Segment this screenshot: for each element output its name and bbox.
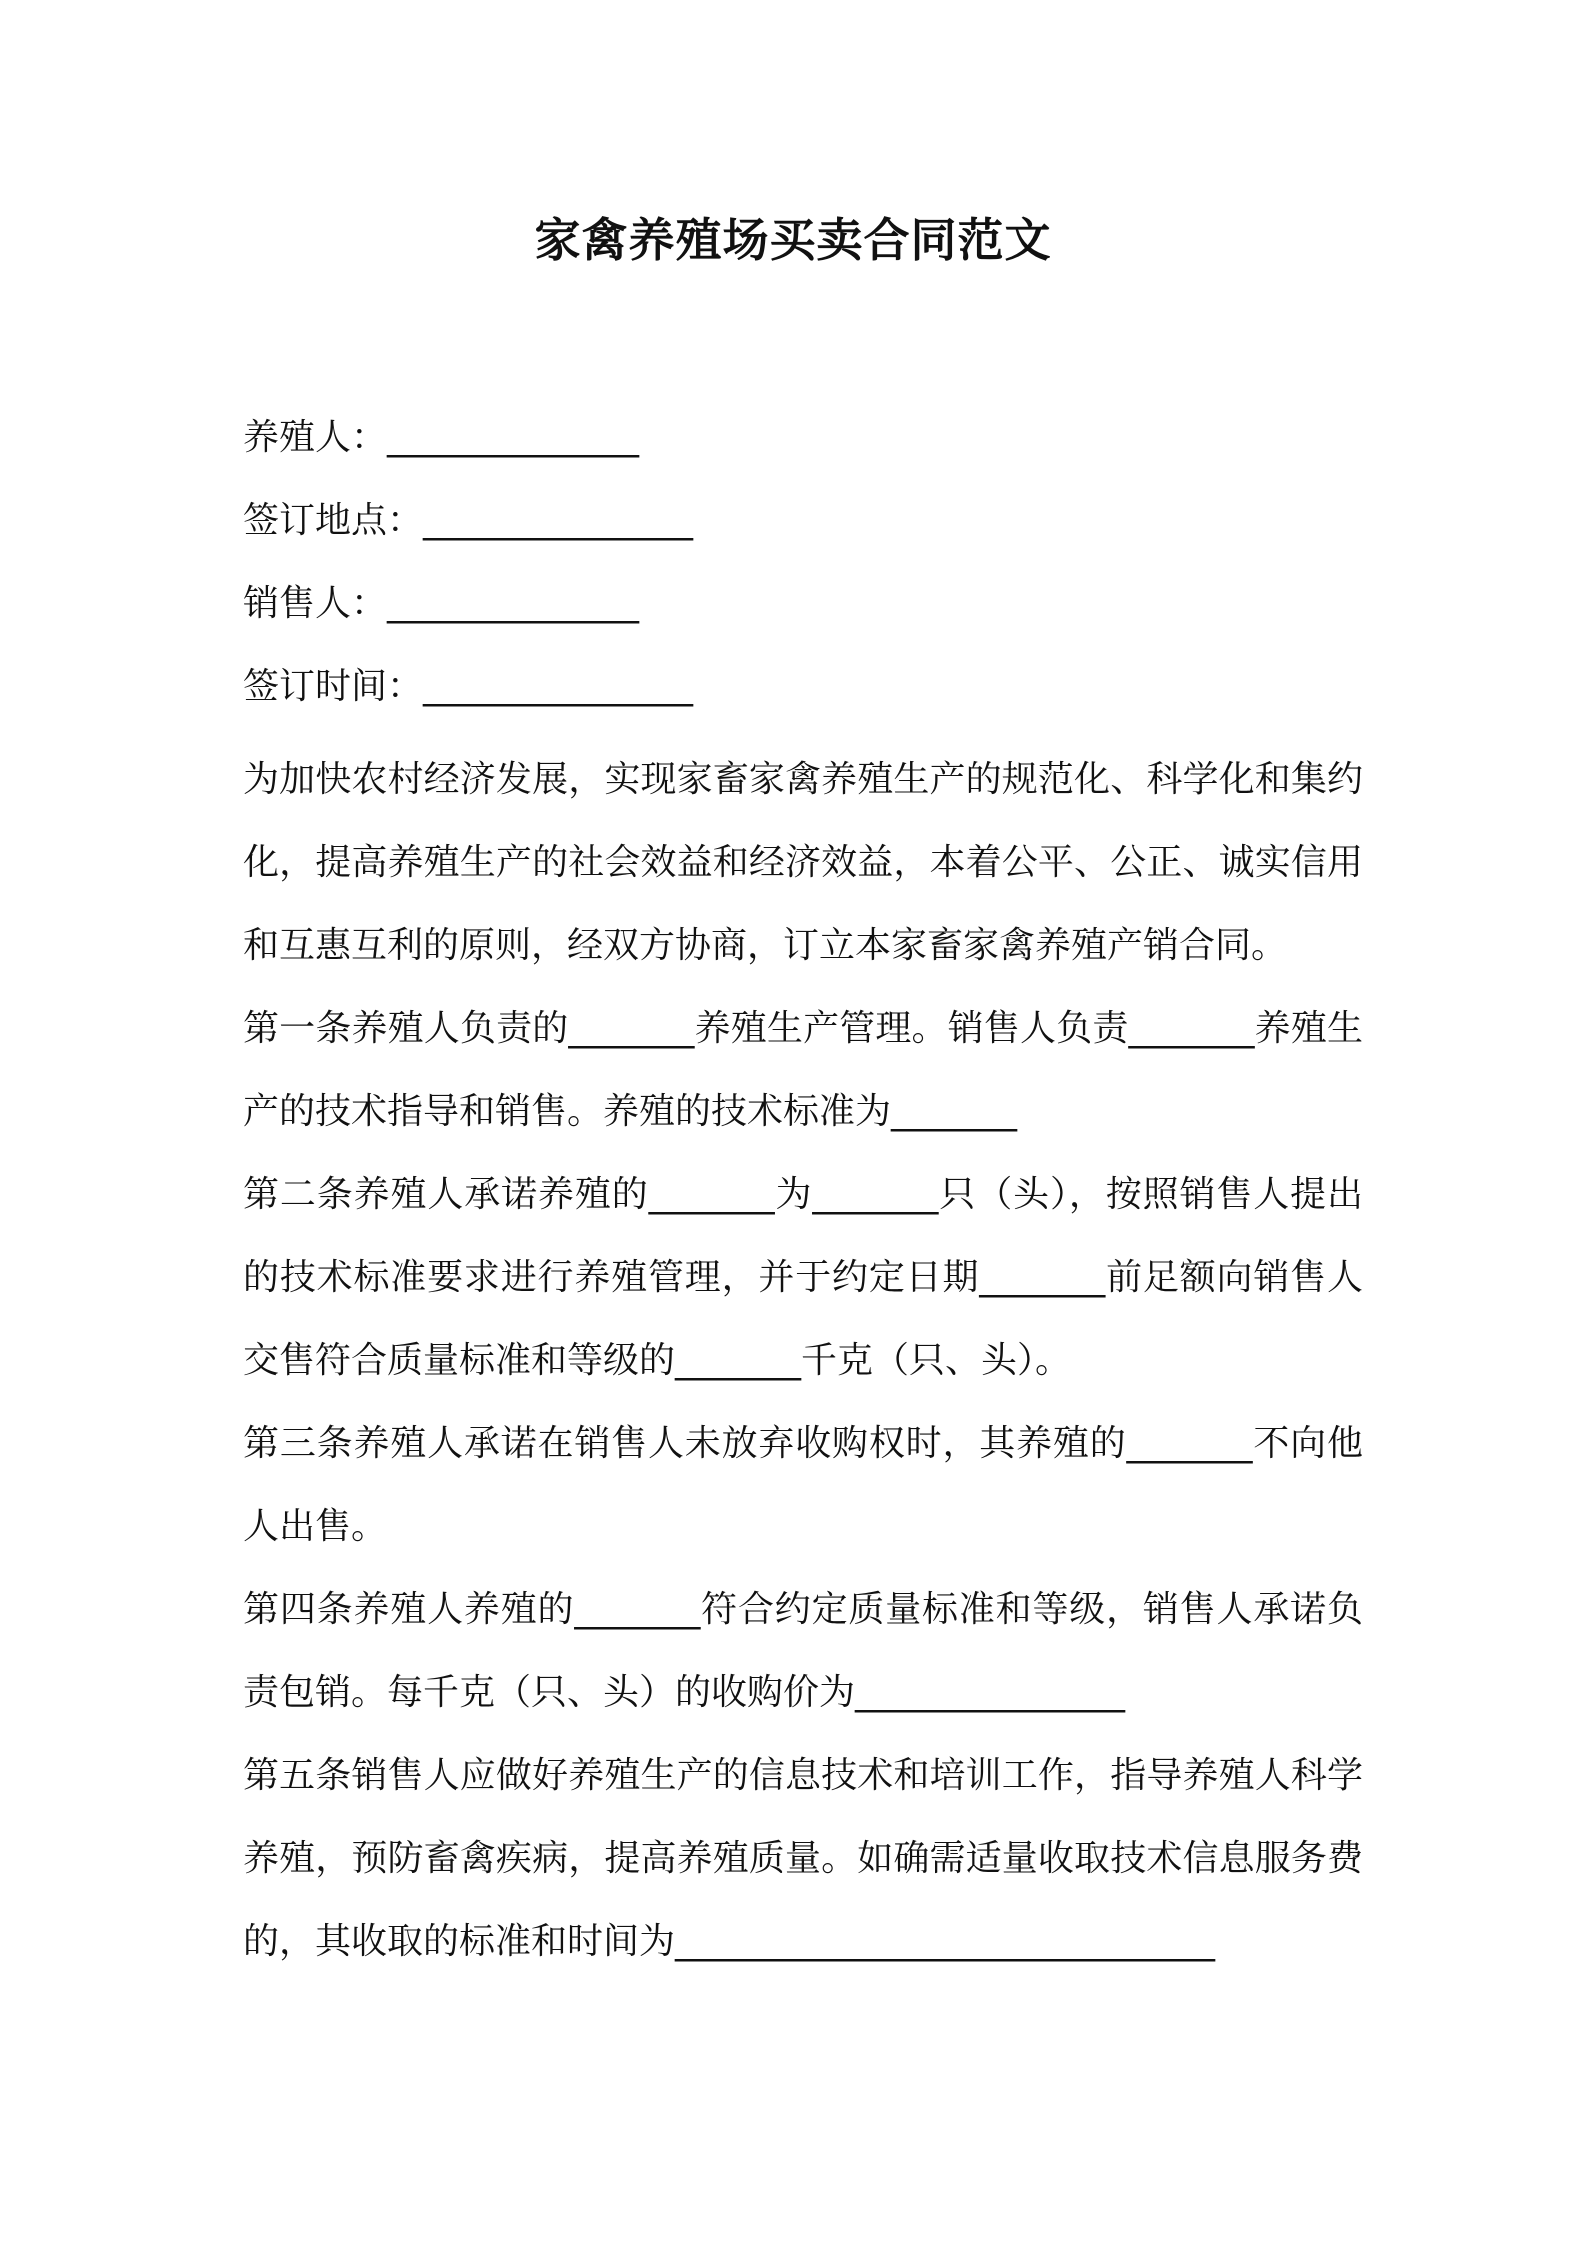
- field-signing-place: 签订地点：_______________: [243, 500, 694, 541]
- preamble-paragraph: 为加快农村经济发展，实现家畜家禽养殖生产的规范化、科学化和集约化，提高养殖生产的社会效益和经济效益，本着公平、公正、诚实信用和互惠互利的原则，经双方协商，订立本家畜家禽养殖产销合同。: [243, 759, 1363, 966]
- field-seller: 销售人：______________: [243, 583, 640, 624]
- article-2-paragraph: 第二条养殖人承诺养殖的_______为_______只（头），按照销售人提出的技术标准要求进行养殖管理，并于约定日期_______前足额向销售人交售符合质量标准和等级的_______千克（只、头）。: [243, 1174, 1363, 1381]
- field-signing-time: 签订时间：_______________: [243, 666, 694, 707]
- field-breeder: 养殖人：______________: [243, 417, 640, 458]
- document-body: [243, 406, 1363, 1983]
- document-title: 家禽养殖场买卖合同范文: [534, 213, 1052, 267]
- article-3-paragraph: 第三条养殖人承诺在销售人未放弃收购权时，其养殖的_______不向他人出售。: [243, 1423, 1363, 1547]
- article-5-paragraph: 第五条销售人应做好养殖生产的信息技术和培训工作，指导养殖人科学养殖，预防畜禽疾病，提高养殖质量。如确需适量收取技术信息服务费的，其收取的标准和时间为______________________________: [243, 1755, 1363, 1962]
- article-4-paragraph: 第四条养殖人养殖的_______符合约定质量标准和等级，销售人承诺负责包销。每千克（只、头）的收购价为_______________: [243, 1589, 1363, 1713]
- article-1-paragraph: 第一条养殖人负责的_______养殖生产管理。销售人负责_______养殖生产的技术指导和销售。养殖的技术标准为_______: [243, 1008, 1363, 1132]
